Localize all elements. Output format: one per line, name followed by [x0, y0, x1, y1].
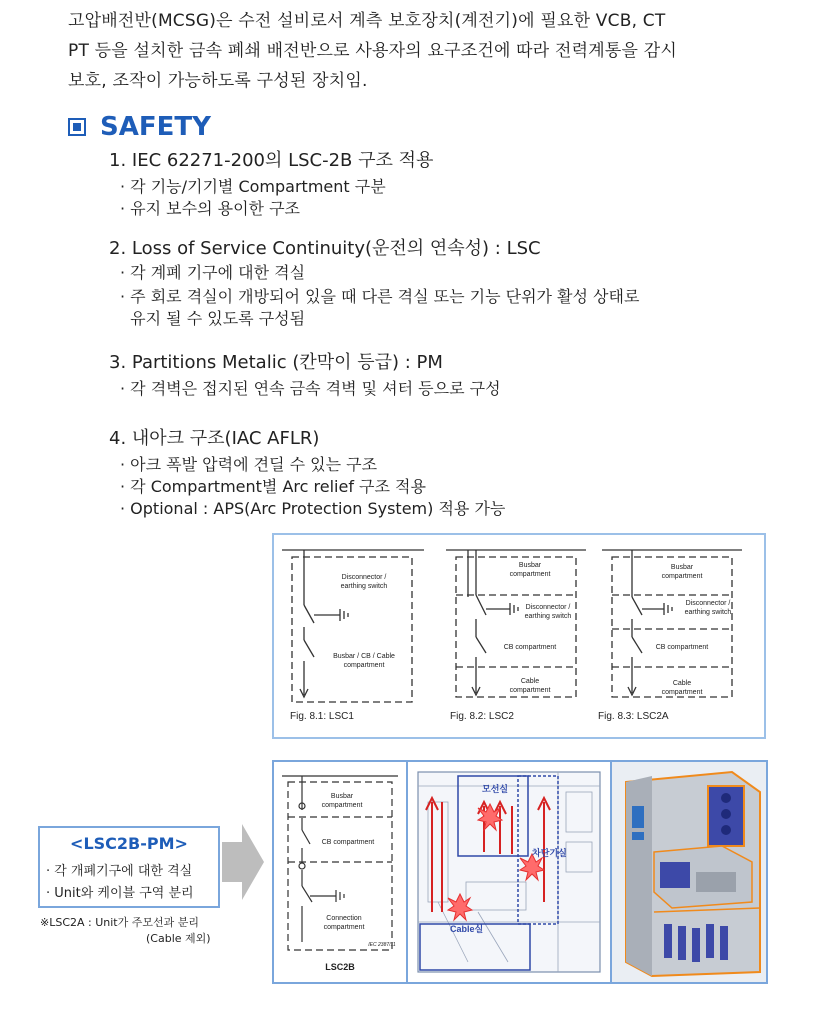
lsc2b-diagram-panel	[272, 760, 408, 984]
lsc2-cb: CB compartment	[503, 644, 557, 651]
item-2-bullet-1: · 각 계폐 기구에 대한 격실	[120, 263, 306, 282]
intro-line-1: 고압배전반(MCSG)은 수전 설비로서 계측 보호장치(계전기)에 필요한 VCB, CT	[68, 11, 666, 31]
lsc2-cable-1: Cable	[520, 678, 540, 685]
lsc2b-label: LSC2B	[325, 962, 355, 972]
lsc2a-note-2: (Cable 제외)	[146, 932, 211, 945]
lsc2-cable-2: compartment	[509, 687, 551, 694]
section-title	[68, 112, 211, 142]
square-bullet-icon	[68, 118, 86, 136]
cabinet-3d-cutaway	[612, 762, 766, 982]
lsc2b-diagram	[274, 762, 406, 982]
lsc-figures-panel	[272, 533, 766, 739]
lsc2-disc-1: Disconnector /	[525, 604, 571, 611]
lsc2-busbar-1: Busbar	[518, 562, 542, 569]
lsc1-label-1: Disconnector /	[341, 574, 387, 581]
lsc-diagrams	[274, 535, 764, 737]
lsc2b-busbar-2: compartment	[321, 802, 363, 809]
lsc2b-busbar-1: Busbar	[330, 793, 354, 800]
item-2-bullet-3: 유지 될 수 있도록 구성됨	[120, 309, 306, 328]
lsc2b-iec-ref: IEC 2387/11	[368, 942, 396, 948]
cable-room-label: Cable실	[450, 924, 484, 934]
item-4-bullet-3: · Optional : APS(Arc Protection System) 적용 가능	[120, 499, 506, 518]
cabinet-3d-cutaway-panel	[610, 760, 768, 984]
lsc1-label-2: earthing switch	[340, 583, 388, 590]
lsc2b-conn-2: compartment	[323, 924, 365, 931]
item-3-heading: 3. Partitions Metalic (칸막이 등급) : PM	[109, 352, 443, 373]
item-1-heading: 1. IEC 62271-200의 LSC-2B 구조 적용	[109, 150, 434, 171]
fig-lsc2-caption: Fig. 8.2: LSC2	[450, 711, 514, 722]
cabinet-front-drawing-panel	[406, 760, 612, 984]
lsc2a-disc-2: earthing switch	[684, 609, 732, 616]
intro-paragraph	[68, 6, 758, 96]
item-1-bullet-2: · 유지 보수의 용이한 구조	[120, 199, 300, 218]
lsc1-label-4: compartment	[343, 662, 385, 669]
lsc2-disc-2: earthing switch	[524, 613, 572, 620]
intro-line-2: PT 등을 설치한 금속 폐쇄 배전반으로 사용자의 요구조건에 따라 전력계통을 감시	[68, 41, 677, 61]
breaker-room-label: 차단기실	[532, 848, 567, 858]
fig-lsc1-caption: Fig. 8.1: LSC1	[290, 711, 354, 722]
lsc2-busbar-2: compartment	[509, 571, 551, 578]
intro-line-3: 보호, 조작이 가능하도록 구성된 장치임.	[68, 71, 368, 91]
right-arrow-icon	[222, 822, 266, 902]
lsc2b-pm-title: <LSC2B-PM>	[70, 834, 188, 853]
lsc2a-busbar-1: Busbar	[670, 564, 694, 571]
cabinet-front-drawing	[408, 762, 610, 982]
lsc2b-cb: CB compartment	[321, 839, 375, 846]
lsc2b-conn-1: Connection	[326, 915, 362, 922]
lsc2b-pm-line-1: · 각 개폐기구에 대한 격실	[46, 864, 193, 879]
item-1-bullet-1: · 각 기능/기기별 Compartment 구분	[120, 177, 386, 196]
item-2-heading: 2. Loss of Service Continuity(운전의 연속성) : LSC	[109, 238, 541, 259]
fig-lsc2a-caption: Fig. 8.3: LSC2A	[598, 711, 669, 722]
item-2-bullet-2: · 주 회로 격실이 개방되어 있을 때 다른 격실 또는 기능 단위가 활성 상태로	[120, 287, 640, 306]
lsc2a-cb: CB compartment	[655, 644, 709, 651]
section-title-text: SAFETY	[100, 112, 211, 142]
lsc2a-cable-1: Cable	[672, 680, 692, 687]
item-3-bullet-1: · 각 격벽은 접지된 연속 금속 격벽 및 셔터 등으로 구성	[120, 379, 501, 398]
lsc2b-pm-box	[38, 826, 220, 908]
item-4-bullet-2: · 각 Compartment별 Arc relief 구조 적용	[120, 477, 426, 496]
item-4-heading: 4. 내아크 구조(IAC AFLR)	[109, 428, 320, 449]
lsc2a-disc-1: Disconnector /	[685, 600, 731, 607]
item-4-bullet-1: · 아크 폭발 압력에 견딜 수 있는 구조	[120, 455, 378, 474]
lsc2a-note-1: ※LSC2A : Unit가 주모선과 분리	[40, 916, 199, 929]
lsc2a-busbar-2: compartment	[661, 573, 703, 580]
lsc2b-pm-line-2: · Unit와 케이블 구역 분리	[46, 886, 194, 901]
busbar-room-label: 모선실	[482, 784, 509, 794]
lsc2a-cable-2: compartment	[661, 689, 703, 696]
lsc1-label-3: Busbar / CB / Cable	[333, 653, 395, 660]
